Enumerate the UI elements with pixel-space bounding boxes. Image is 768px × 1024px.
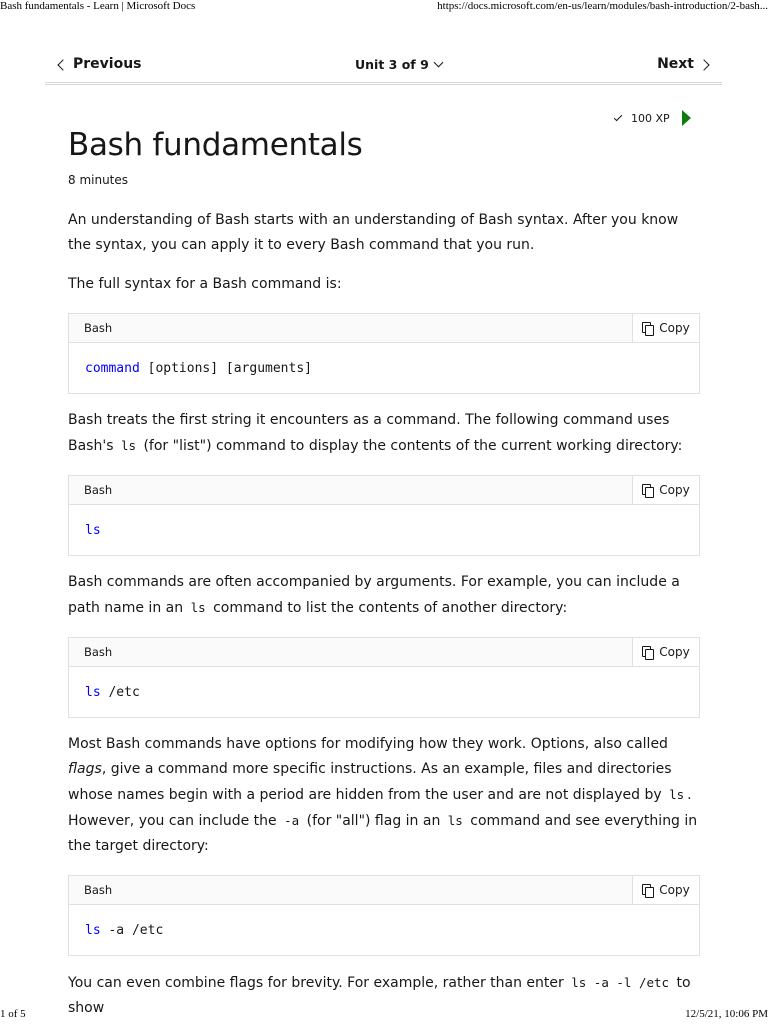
paragraph-options: Most Bash commands have options for modifying how they work. Options, also called flags, give a command more specific instructions. As an example, files and directories whose names begin with a period are hidden from the user and are not displayed by ls . However, you can include the -a (for "all") flag in an ls command and see everything in the target directory: xyxy=(68,736,698,854)
inline-code: ls xyxy=(120,438,137,453)
code-block-header xyxy=(69,876,699,905)
print-header xyxy=(0,0,768,14)
unit-label: Unit 3 of 9 xyxy=(355,57,429,72)
code-content xyxy=(69,343,699,393)
copy-icon xyxy=(642,484,653,497)
copy-label: Copy xyxy=(659,645,690,659)
paragraph-arguments: Bash commands are often accompanied by arguments. For example, you can include a path name in an ls command to list the contents of another directory: xyxy=(68,574,680,616)
copy-button[interactable] xyxy=(632,314,699,342)
chevron-left-icon xyxy=(57,59,68,70)
xp-label: 100 XP xyxy=(631,111,670,125)
code-keyword: ls xyxy=(85,684,101,700)
previous-label: Previous xyxy=(73,56,142,72)
copy-icon xyxy=(642,322,653,335)
unit-selector[interactable] xyxy=(355,57,442,72)
article-content xyxy=(68,126,700,1021)
copy-label: Copy xyxy=(659,483,690,497)
code-args: /etc xyxy=(100,684,140,700)
check-icon xyxy=(614,112,622,120)
code-language: Bash xyxy=(84,883,113,897)
code-language: Bash xyxy=(84,483,113,497)
code-block-header xyxy=(69,476,699,505)
print-datetime: 12/5/21, 10:06 PM xyxy=(685,1008,768,1020)
code-keyword: ls xyxy=(85,522,101,538)
code-language: Bash xyxy=(84,645,113,659)
copy-label: Copy xyxy=(659,883,690,897)
code-keyword: command xyxy=(85,360,140,376)
page-title: Bash fundamentals xyxy=(68,127,363,163)
inline-code: ls -a -l /etc xyxy=(571,975,670,990)
copy-button[interactable] xyxy=(632,638,699,666)
inline-code: ls xyxy=(447,813,463,828)
paragraph-intro: An understanding of Bash starts with an understanding of Bash syntax. After you know the syntax, you can apply it to every Bash command that you run. xyxy=(68,212,679,253)
chevron-down-icon xyxy=(433,58,443,68)
code-keyword: ls xyxy=(85,922,101,938)
xp-indicator xyxy=(614,110,691,126)
code-language: Bash xyxy=(84,321,113,335)
inline-code: ls xyxy=(669,787,685,802)
paragraph-combine: You can even combine flags for brevity. For example, rather than enter ls -a -l /etc to show xyxy=(68,975,691,1016)
emphasis: flags xyxy=(68,761,102,777)
paragraph-ls: Bash treats the first string it encounters as a command. The following command uses Bash's ls (for "list") command to display the contents of the current working directory: xyxy=(68,412,683,454)
print-footer xyxy=(0,1008,768,1022)
chevron-right-icon xyxy=(698,59,709,70)
code-args: -a /etc xyxy=(100,922,164,938)
code-content xyxy=(69,905,699,955)
code-block xyxy=(68,475,700,556)
code-block xyxy=(68,875,700,956)
print-title: Bash fundamentals - Learn | Microsoft Docs xyxy=(0,0,196,12)
unit-navigation xyxy=(45,50,722,85)
page-number: 1 of 5 xyxy=(0,1008,26,1020)
code-block-header xyxy=(69,638,699,667)
copy-button[interactable] xyxy=(632,476,699,504)
code-content xyxy=(69,667,699,717)
inline-code: ls xyxy=(190,600,206,615)
next-label: Next xyxy=(657,56,694,72)
previous-button[interactable] xyxy=(59,56,142,72)
code-content xyxy=(69,505,699,555)
code-block xyxy=(68,637,700,718)
paragraph-syntax: The full syntax for a Bash command is: xyxy=(68,276,342,292)
copy-icon xyxy=(642,646,653,659)
code-block xyxy=(68,313,700,394)
inline-code: -a xyxy=(284,813,300,828)
duration: 8 minutes xyxy=(68,173,129,187)
print-url: https://docs.microsoft.com/en-us/learn/modules/bash-introduction/2-bash... xyxy=(437,0,768,12)
code-args: [options] [arguments] xyxy=(139,360,312,376)
copy-label: Copy xyxy=(659,321,690,335)
play-icon[interactable] xyxy=(682,110,691,126)
code-block-header xyxy=(69,314,699,343)
copy-icon xyxy=(642,884,653,897)
next-button[interactable] xyxy=(657,56,708,72)
copy-button[interactable] xyxy=(632,876,699,904)
